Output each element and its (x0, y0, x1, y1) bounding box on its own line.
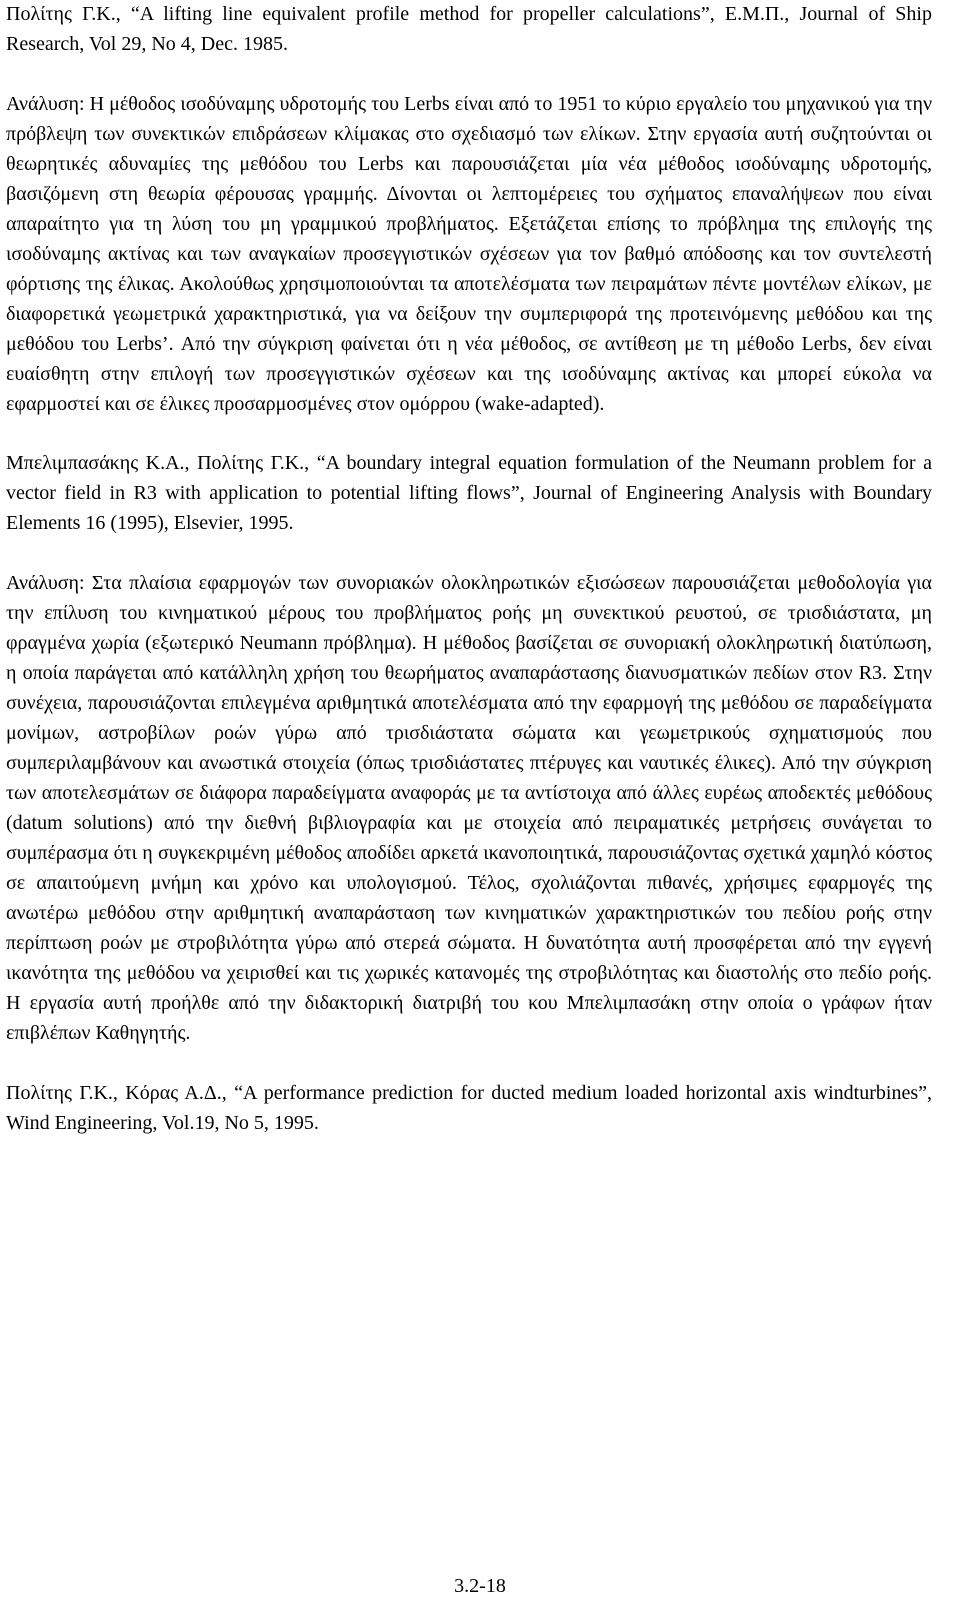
paragraph-spacer (6, 1048, 932, 1078)
page-number: 3.2-18 (454, 1575, 506, 1597)
paragraph-spacer (6, 419, 932, 448)
reference-analysis-1: Ανάλυση: Η μέθοδος ισοδύναμης υδροτομής του Lerbs είναι από το 1951 το κύριο εργαλείο του μηχανικού για την πρόβλεψη των συνεκτικών επιδράσεων κλίμακας στο σχεδιασμό των ελίκων. Στην εργασία αυτή συζητούνται οι θεωρητικές αδυναμίες της μεθόδου του Lerbs και παρουσιάζεται μία νέα μέθοδος ισοδύναμης υδροτομής, βασιζόμενη στη θεωρία φέρουσας γραμμής. Δίνονται οι λεπτομέρειες του σχήματος επαναλήψεων που είναι απαραίτητο για τη λύση του μη γραμμικού προβλήματος. Εξετάζεται επίσης το πρόβλημα της επιλογής της ισοδύναμης ακτίνας και των αναγκαίων προσεγγιστικών σχέσεων για τον βαθμό απόδοσης και τον συντελεστή φόρτισης της έλικας. Ακολούθως χρησιμοποιούνται τα αποτελέσματα των πειραμάτων πέντε μοντέλων ελίκων, με διαφορετικά γεωμετρικά χαρακτηριστικά, για να δείξουν την συμπεριφορά της προτεινόμενης μεθόδου και της μεθόδου του Lerbs’. Από την σύγκριση φαίνεται ότι η νέα μέθοδος, σε αντίθεση με τη μέθοδο Lerbs, δεν είναι ευαίσθητη στην επιλογή των προσεγγιστικών σχέσεων και της ισοδύναμης ακτίνας και μπορεί εύκολα να εφαρμοστεί και σε έλικες προσαρμοσμένες στον ομόρρου (wake-adapted). (6, 93, 932, 415)
paragraph-spacer (6, 538, 932, 568)
reference-citation-3: Πολίτης Γ.Κ., Κόρας Α.Δ., “A performance prediction for ducted medium loaded horizontal axis windturbines”, Wind Engineering, Vol.19, No 5, 1995. (6, 1082, 932, 1134)
reference-citation-1: Πολίτης Γ.Κ., “A lifting line equivalent profile method for propeller calculations”, Ε.Μ.Π., Journal of Ship Research, Vol 29, No 4, Dec. 1985. (6, 3, 932, 55)
document-body (6, 0, 932, 1138)
reference-analysis-2: Ανάλυση: Στα πλαίσια εφαρμογών των συνοριακών ολοκληρωτικών εξισώσεων παρουσιάζεται μεθοδολογία για την επίλυση του κινηματικού μέρους του προβλήματος ροής μη συνεκτικού ρευστού, σε τρισδιάστατα, μη φραγμένα χωρία (εξωτερικό Neumann πρόβλημα). Η μέθοδος βασίζεται σε συνοριακή ολοκληρωτική διατύπωση, η οποία παράγεται από κατάλληλη χρήση του θεωρήματος αναπαράστασης διανυσματικών πεδίων στον R3. Στην συνέχεια, παρουσιάζονται επιλεγμένα αριθμητικά αποτελέσματα από την εφαρμογή της μεθόδου σε παραδείγματα μονίμων, αστροβίλων ροών γύρω από τρισδιάστατα σώματα και γεωμετρικούς σχηματισμούς που συμπεριλαμβάνουν και ανωστικά στοιχεία (όπως τρισδιάστατες πτέρυγες και ναυτικές έλικες). Από την σύγκριση των αποτελεσμάτων σε διάφορα παραδείγματα αναφοράς με τα αντίστοιχα από άλλες ευρέως αποδεκτές μεθόδους (datum solutions) από την διεθνή βιβλιογραφία και με στοιχεία από πειραματικές μετρήσεις συνάγεται το συμπέρασμα ότι η συγκεκριμένη μέθοδος αποδίδει αρκετά ικανοποιητικά, παρουσιάζοντας σχετικά χαμηλό κόστος σε απαιτούμενη μνήμη και χρόνο και υπολογισμού. Τέλος, σχολιάζονται πιθανές, χρήσιμες εφαρμογές της ανωτέρω μεθόδου στην αριθμητική αναπαράσταση των κινηματικών χαρακτηριστικών του πεδίου ροής στην περίπτωση ροών με στροβιλότητα γύρω από στερεά σώματα. Η δυνατότητα αυτή προσφέρεται από την εγγενή ικανότητα της μεθόδου να χειρισθεί και τις χωρικές κατανομές της στροβιλότητας και διαστολής στο πεδίο ροής. Η εργασία αυτή προήλθε από την διδακτορική διατριβή του κου Μπελιμπασάκη στην οποία ο γράφων ήταν επιβλέπων Καθηγητής. (6, 572, 932, 1044)
paragraph-spacer (6, 59, 932, 89)
reference-citation-2: Μπελιμπασάκης Κ.Α., Πολίτης Γ.Κ., “A boundary integral equation formulation of the Neumann problem for a vector field in R3 with application to potential lifting flows”, Journal of Engineering Analysis with Boundary Elements 16 (1995), Elsevier, 1995. (6, 452, 932, 534)
